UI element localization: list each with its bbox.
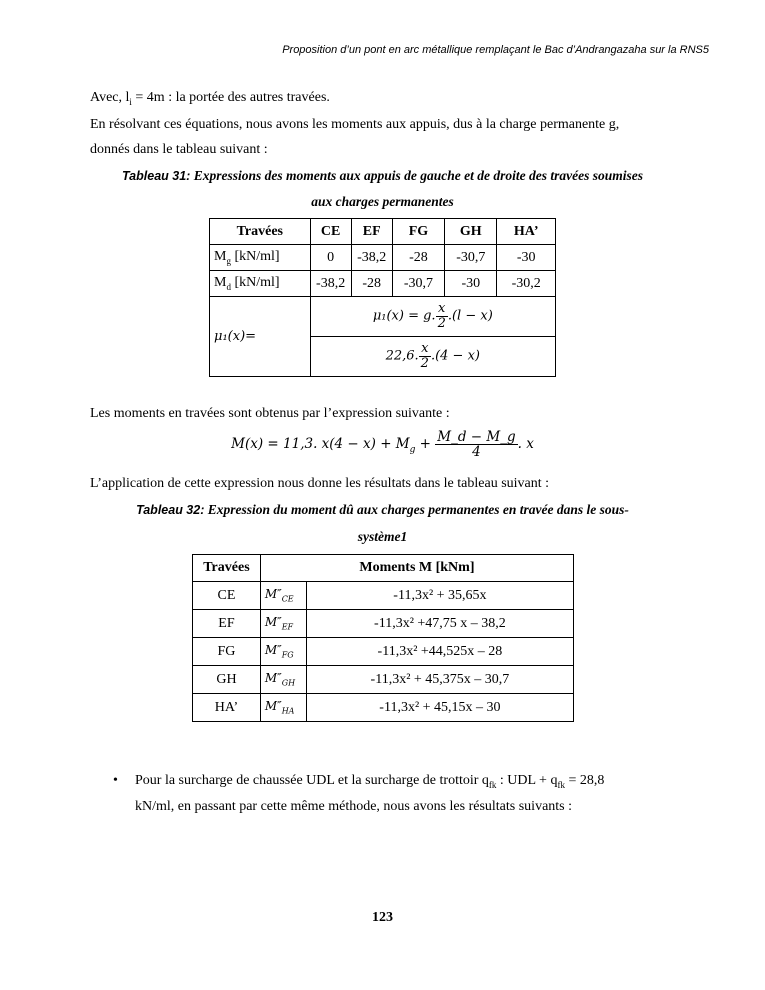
travee-cell: EF: [193, 610, 261, 638]
mg-value: -28: [392, 245, 444, 271]
bullet-line-2: kN/ml, en passant par cette même méthode, nous avons les résultats suivants :: [135, 799, 573, 814]
mg-value: -38,2: [351, 245, 392, 271]
mg-value: -30: [497, 245, 556, 271]
table31-header: FG: [392, 219, 444, 245]
table32-header-row: [193, 555, 574, 582]
table32-caption-line1: Tableau 32: Expression du moment dû aux charges permanentes en travée dans le sous-: [136, 502, 629, 517]
moment-expression: -11,3x² +44,525x – 28: [306, 638, 573, 666]
table31-header: CE: [310, 219, 351, 245]
mg-label: $M_g$ [kN/ml]: [210, 245, 311, 271]
travee-cell: FG: [193, 638, 261, 666]
page-number: 123: [372, 910, 393, 925]
table31-header-row: [210, 219, 556, 245]
table31-mu-row: [210, 297, 556, 337]
md-value: -38,2: [310, 271, 351, 297]
table31-header: EF: [351, 219, 392, 245]
table32-header-travees: Travées: [193, 555, 261, 582]
table32-header-moments: Moments M [kNm]: [260, 555, 573, 582]
travee-cell: CE: [193, 582, 261, 610]
moment-expression: -11,3x² + 45,15x – 30: [306, 694, 573, 722]
table31-caption-line1: Tableau 31: Expressions des moments aux appuis de gauche et de droite des travées soumises: [122, 168, 643, 183]
application-text: L’application de cette expression nous donne les résultats dans le tableau suivant :: [90, 476, 550, 491]
table31-caption-line2: aux charges permanentes: [311, 194, 454, 209]
mu-numeric-expression: 22,6. $\frac{x}{2}$ .(4 − x): [310, 337, 555, 377]
moment-symbol: $M''_{FG}$: [260, 638, 306, 666]
travee-cell: GH: [193, 666, 261, 694]
md-value: -30,2: [497, 271, 556, 297]
moment-expression: -11,3x² + 45,375x – 30,7: [306, 666, 573, 694]
intro-line-3: donnés dans le tableau suivant :: [90, 142, 268, 157]
table31-header: HA’: [497, 219, 556, 245]
md-value: -28: [351, 271, 392, 297]
table-row: [193, 610, 574, 638]
moment-symbol: $M''_{EF}$: [260, 610, 306, 638]
table31-mg-row: [210, 245, 556, 271]
intro-line-2: En résolvant ces équations, nous avons les moments aux appuis, dus à la charge permanente g,: [90, 117, 620, 132]
mg-value: -30,7: [445, 245, 497, 271]
travee-cell: HA’: [193, 694, 261, 722]
md-value: -30: [445, 271, 497, 297]
running-header: Proposition d’un pont en arc métallique remplaçant le Bac d’Andrangazaha sur la RNS5: [282, 44, 709, 56]
table32: [192, 554, 574, 722]
table31: [209, 218, 556, 377]
mu-expression: μ₁(x) = g. $\frac{x}{2}$ .(l − x): [310, 297, 555, 337]
table31-header: Travées: [210, 219, 311, 245]
moment-symbol: $M''_{GH}$: [260, 666, 306, 694]
table-row: [193, 582, 574, 610]
moment-symbol: $M''_{CE}$: [260, 582, 306, 610]
moment-expression: -11,3x² +47,75 x – 38,2: [306, 610, 573, 638]
moments-text: Les moments en travées sont obtenus par l’expression suivante :: [90, 406, 450, 421]
md-value: -30,7: [392, 271, 444, 297]
table-row: [193, 666, 574, 694]
table31-header: GH: [445, 219, 497, 245]
moment-symbol: $M''_{HA}$: [260, 694, 306, 722]
mg-value: 0: [310, 245, 351, 271]
table32-caption-line2: système1: [357, 529, 408, 544]
moment-expression: -11,3x² + 35,65x: [306, 582, 573, 610]
moment-formula: M(x) = 11,3. $x(4 - x) + M_g$ + $\frac{M\_d - M\_g}{4}$ . x: [231, 429, 534, 461]
intro-line-1: Avec, $l_i = 4m$ : la portée des autres travées.: [90, 90, 330, 107]
mu-label: μ₁(x)=: [210, 297, 311, 377]
md-label: $M_d$ [kN/ml]: [210, 271, 311, 297]
bullet-icon: •: [113, 773, 118, 788]
table-row: [193, 694, 574, 722]
bullet-line-1: Pour la surcharge de chaussée UDL et la surcharge de trottoir $q_{fk}$ : UDL + $q_{fk} = 28,8$: [135, 773, 605, 790]
table31-md-row: [210, 271, 556, 297]
table-row: [193, 638, 574, 666]
